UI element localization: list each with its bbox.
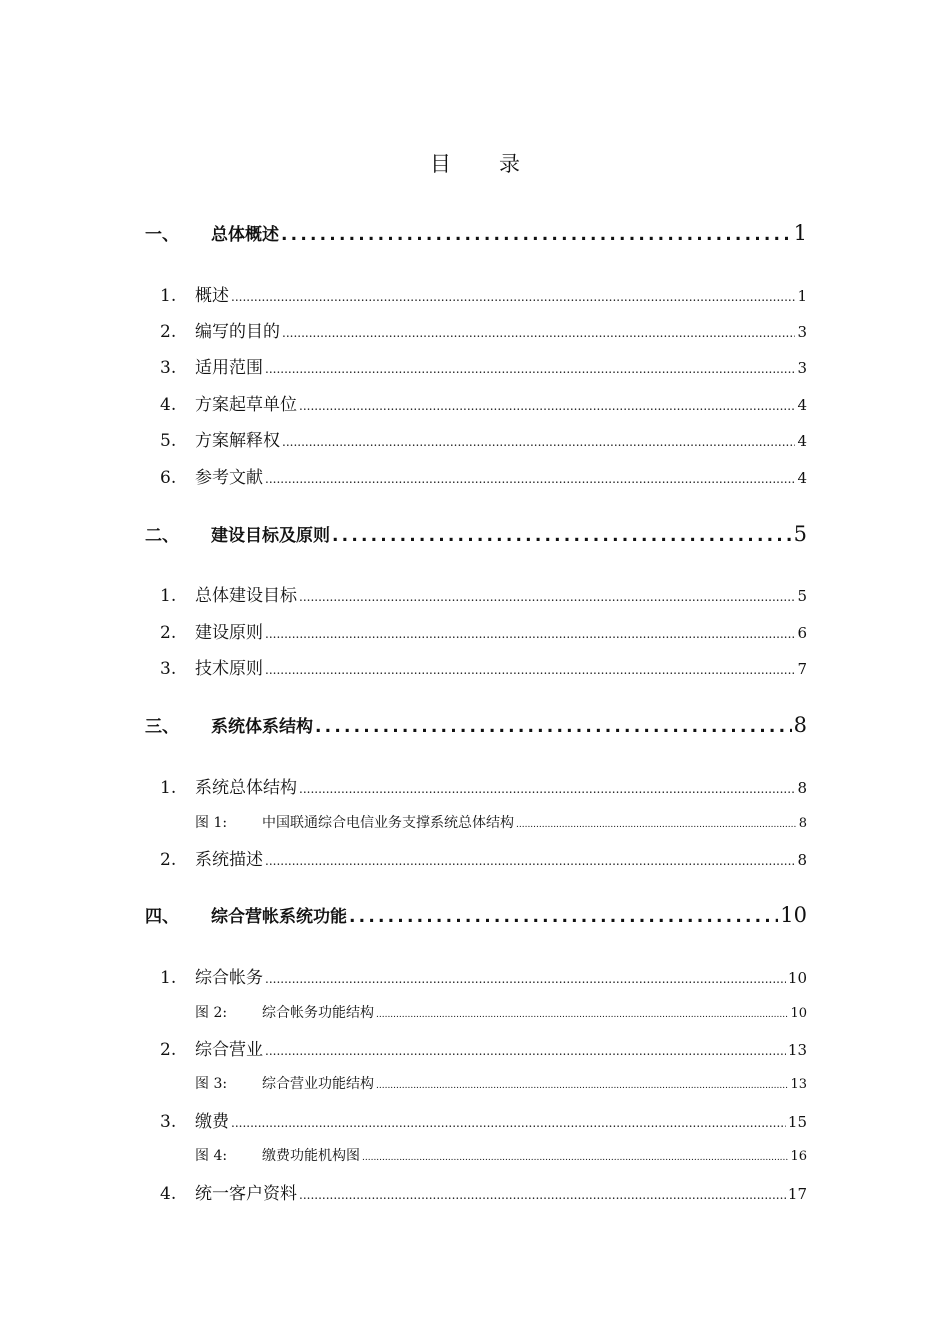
toc-section-3[interactable]: 三、 系统体系结构 ..... 8	[145, 712, 807, 737]
dot-leader	[315, 717, 792, 737]
toc-page-number: 1	[793, 221, 807, 245]
toc-entry[interactable]: 1. 概述 ..... 1	[160, 281, 807, 306]
toc-section-title: 建设目标及原则	[211, 526, 330, 546]
toc-entry[interactable]: 3. 技术原则 ..... 7	[160, 654, 807, 679]
toc-section-title: 总体概述	[211, 225, 279, 245]
toc-title	[0, 148, 950, 178]
toc-entry[interactable]: 2. 建设原则 ..... 6	[160, 618, 807, 643]
toc-figure-entry[interactable]: 图 3: 综合营业功能结构 ..... 13	[195, 1073, 807, 1093]
toc-section-1[interactable]: 一、 总体概述 ..... 1	[145, 220, 807, 245]
toc-entry[interactable]: 2. 编写的目的 ..... 3	[160, 317, 807, 342]
toc-entry[interactable]: 6. 参考文献 ..... 4	[160, 463, 807, 488]
toc-section-title: 综合营帐系统功能	[211, 907, 347, 927]
toc-section-title: 系统体系结构	[211, 717, 313, 737]
toc-figure-entry[interactable]: 图 4: 缴费功能机构图 ..... 16	[195, 1145, 807, 1165]
toc-entry[interactable]: 3. 缴费 ..... 15	[160, 1107, 807, 1132]
dot-leader	[349, 907, 778, 927]
toc-entry[interactable]: 1. 总体建设目标 ..... 5	[160, 581, 807, 606]
toc-page-number: 8	[793, 713, 807, 737]
toc-entry[interactable]: 1. 系统总体结构 ..... 8	[160, 773, 807, 798]
toc-entry[interactable]: 5. 方案解释权 ..... 4	[160, 426, 807, 451]
dot-leader	[332, 526, 792, 546]
toc-figure-entry[interactable]: 图 1: 中国联通综合电信业务支撑系统总体结构 ..... 8	[195, 812, 807, 832]
toc-entry[interactable]: 4. 统一客户资料 ..... 17	[160, 1179, 807, 1204]
dot-leader	[281, 225, 792, 245]
toc-figure-entry[interactable]: 图 2: 综合帐务功能结构 ..... 10	[195, 1002, 807, 1022]
toc-entry[interactable]: 2. 综合营业 ..... 13	[160, 1035, 807, 1060]
toc-page-number: 10	[780, 903, 807, 927]
toc-section-4[interactable]: 四、 综合营帐系统功能 ..... 10	[145, 902, 807, 927]
toc-entry[interactable]: 1. 综合帐务 ..... 10	[160, 963, 807, 988]
toc-title-right: 录	[499, 152, 520, 176]
toc-entry[interactable]: 2. 系统描述 ..... 8	[160, 845, 807, 870]
toc-title-left: 目	[430, 152, 451, 176]
toc-section-2[interactable]: 二、 建设目标及原则 ..... 5	[145, 521, 807, 546]
toc-page-number: 5	[793, 522, 807, 546]
toc-entry[interactable]: 3. 适用范围 ..... 3	[160, 353, 807, 378]
toc-entry[interactable]: 4. 方案起草单位 ..... 4	[160, 390, 807, 415]
